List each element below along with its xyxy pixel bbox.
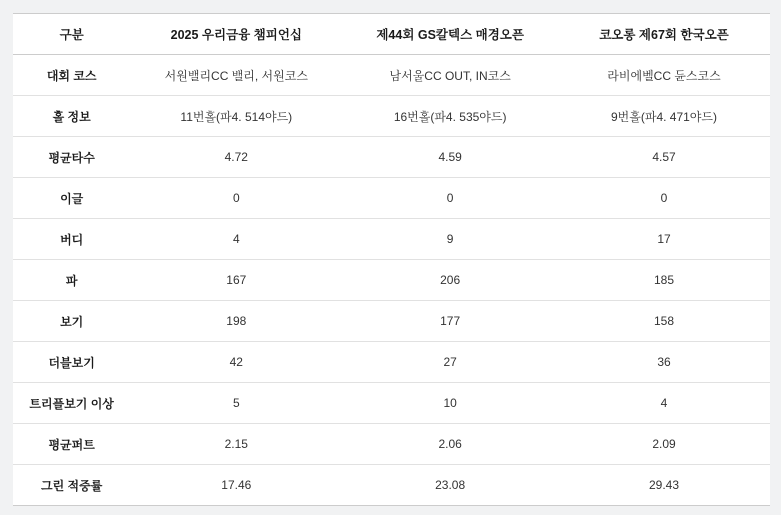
- table-cell: 서원밸리CC 밸리, 서원코스: [130, 55, 342, 96]
- table-cell: 2.06: [342, 424, 558, 465]
- row-label: 홀 정보: [13, 96, 130, 137]
- table-cell: 0: [342, 178, 558, 219]
- table-row-course: [13, 55, 770, 96]
- table-row-double-bogey: [13, 342, 770, 383]
- table-cell: 10: [342, 383, 558, 424]
- table-row-par: [13, 260, 770, 301]
- table-cell: 17: [558, 219, 770, 260]
- row-label: 평균퍼트: [13, 424, 130, 465]
- table-cell: 4.59: [342, 137, 558, 178]
- table-cell: 9: [342, 219, 558, 260]
- table-cell: 27: [342, 342, 558, 383]
- tournament-stats-table: [13, 13, 770, 506]
- table-row-green-in-regulation: [13, 465, 770, 506]
- table-cell: 36: [558, 342, 770, 383]
- row-label: 대회 코스: [13, 55, 130, 96]
- table-cell: 9번홀(파4. 471야드): [558, 96, 770, 137]
- column-header-tournament-3: 코오롱 제67회 한국오픈: [558, 14, 770, 55]
- column-header-category: 구분: [13, 14, 130, 55]
- table-cell: 29.43: [648, 478, 680, 492]
- table-cell: 206: [342, 260, 558, 301]
- column-header-tournament-1: 2025 우리금융 챔피언십: [130, 14, 342, 55]
- table-row-triple-bogey-plus: [13, 383, 770, 424]
- table-cell: 0: [558, 178, 770, 219]
- table-row-hole-info: [13, 96, 770, 137]
- row-label: 그린 적중률: [41, 478, 103, 493]
- table-cell: 2.09: [558, 424, 770, 465]
- table-cell: 4.57: [558, 137, 770, 178]
- table-cell: 158: [558, 301, 770, 342]
- table-cell: 11번홀(파4. 514야드): [130, 96, 342, 137]
- table-cell: 198: [130, 301, 342, 342]
- table-row-eagle: [13, 178, 770, 219]
- table-body: [13, 55, 770, 506]
- row-label: 파: [13, 260, 130, 301]
- table-cell: 4: [130, 219, 342, 260]
- table-cell: 42: [130, 342, 342, 383]
- table-cell: 남서울CC OUT, IN코스: [342, 55, 558, 96]
- row-label: 보기: [13, 301, 130, 342]
- table-row-avg-score: [13, 137, 770, 178]
- row-label: 트리플보기 이상: [13, 383, 130, 424]
- table-cell: 185: [558, 260, 770, 301]
- table-cell: 2.15: [130, 424, 342, 465]
- column-header-tournament-2: 제44회 GS칼텍스 매경오픈: [342, 14, 558, 55]
- row-label: 이글: [13, 178, 130, 219]
- table-row-birdie: [13, 219, 770, 260]
- table-cell: 167: [130, 260, 342, 301]
- header-row: [13, 14, 770, 55]
- table-cell: 4: [558, 383, 770, 424]
- table-header: [13, 14, 770, 55]
- table-cell: 라비에벨CC 듄스코스: [558, 55, 770, 96]
- table-cell: 23.08: [435, 478, 466, 492]
- table-cell: 16번홀(파4. 535야드): [342, 96, 558, 137]
- table-cell: 4.72: [130, 137, 342, 178]
- row-label: 더블보기: [13, 342, 130, 383]
- table-cell: 17.46: [221, 478, 252, 492]
- table-cell: 0: [130, 178, 342, 219]
- row-label: 버디: [13, 219, 130, 260]
- row-label: 평균타수: [13, 137, 130, 178]
- table-cell: 5: [130, 383, 342, 424]
- table-row-bogey: [13, 301, 770, 342]
- table-row-avg-putt: [13, 424, 770, 465]
- table-cell: 177: [342, 301, 558, 342]
